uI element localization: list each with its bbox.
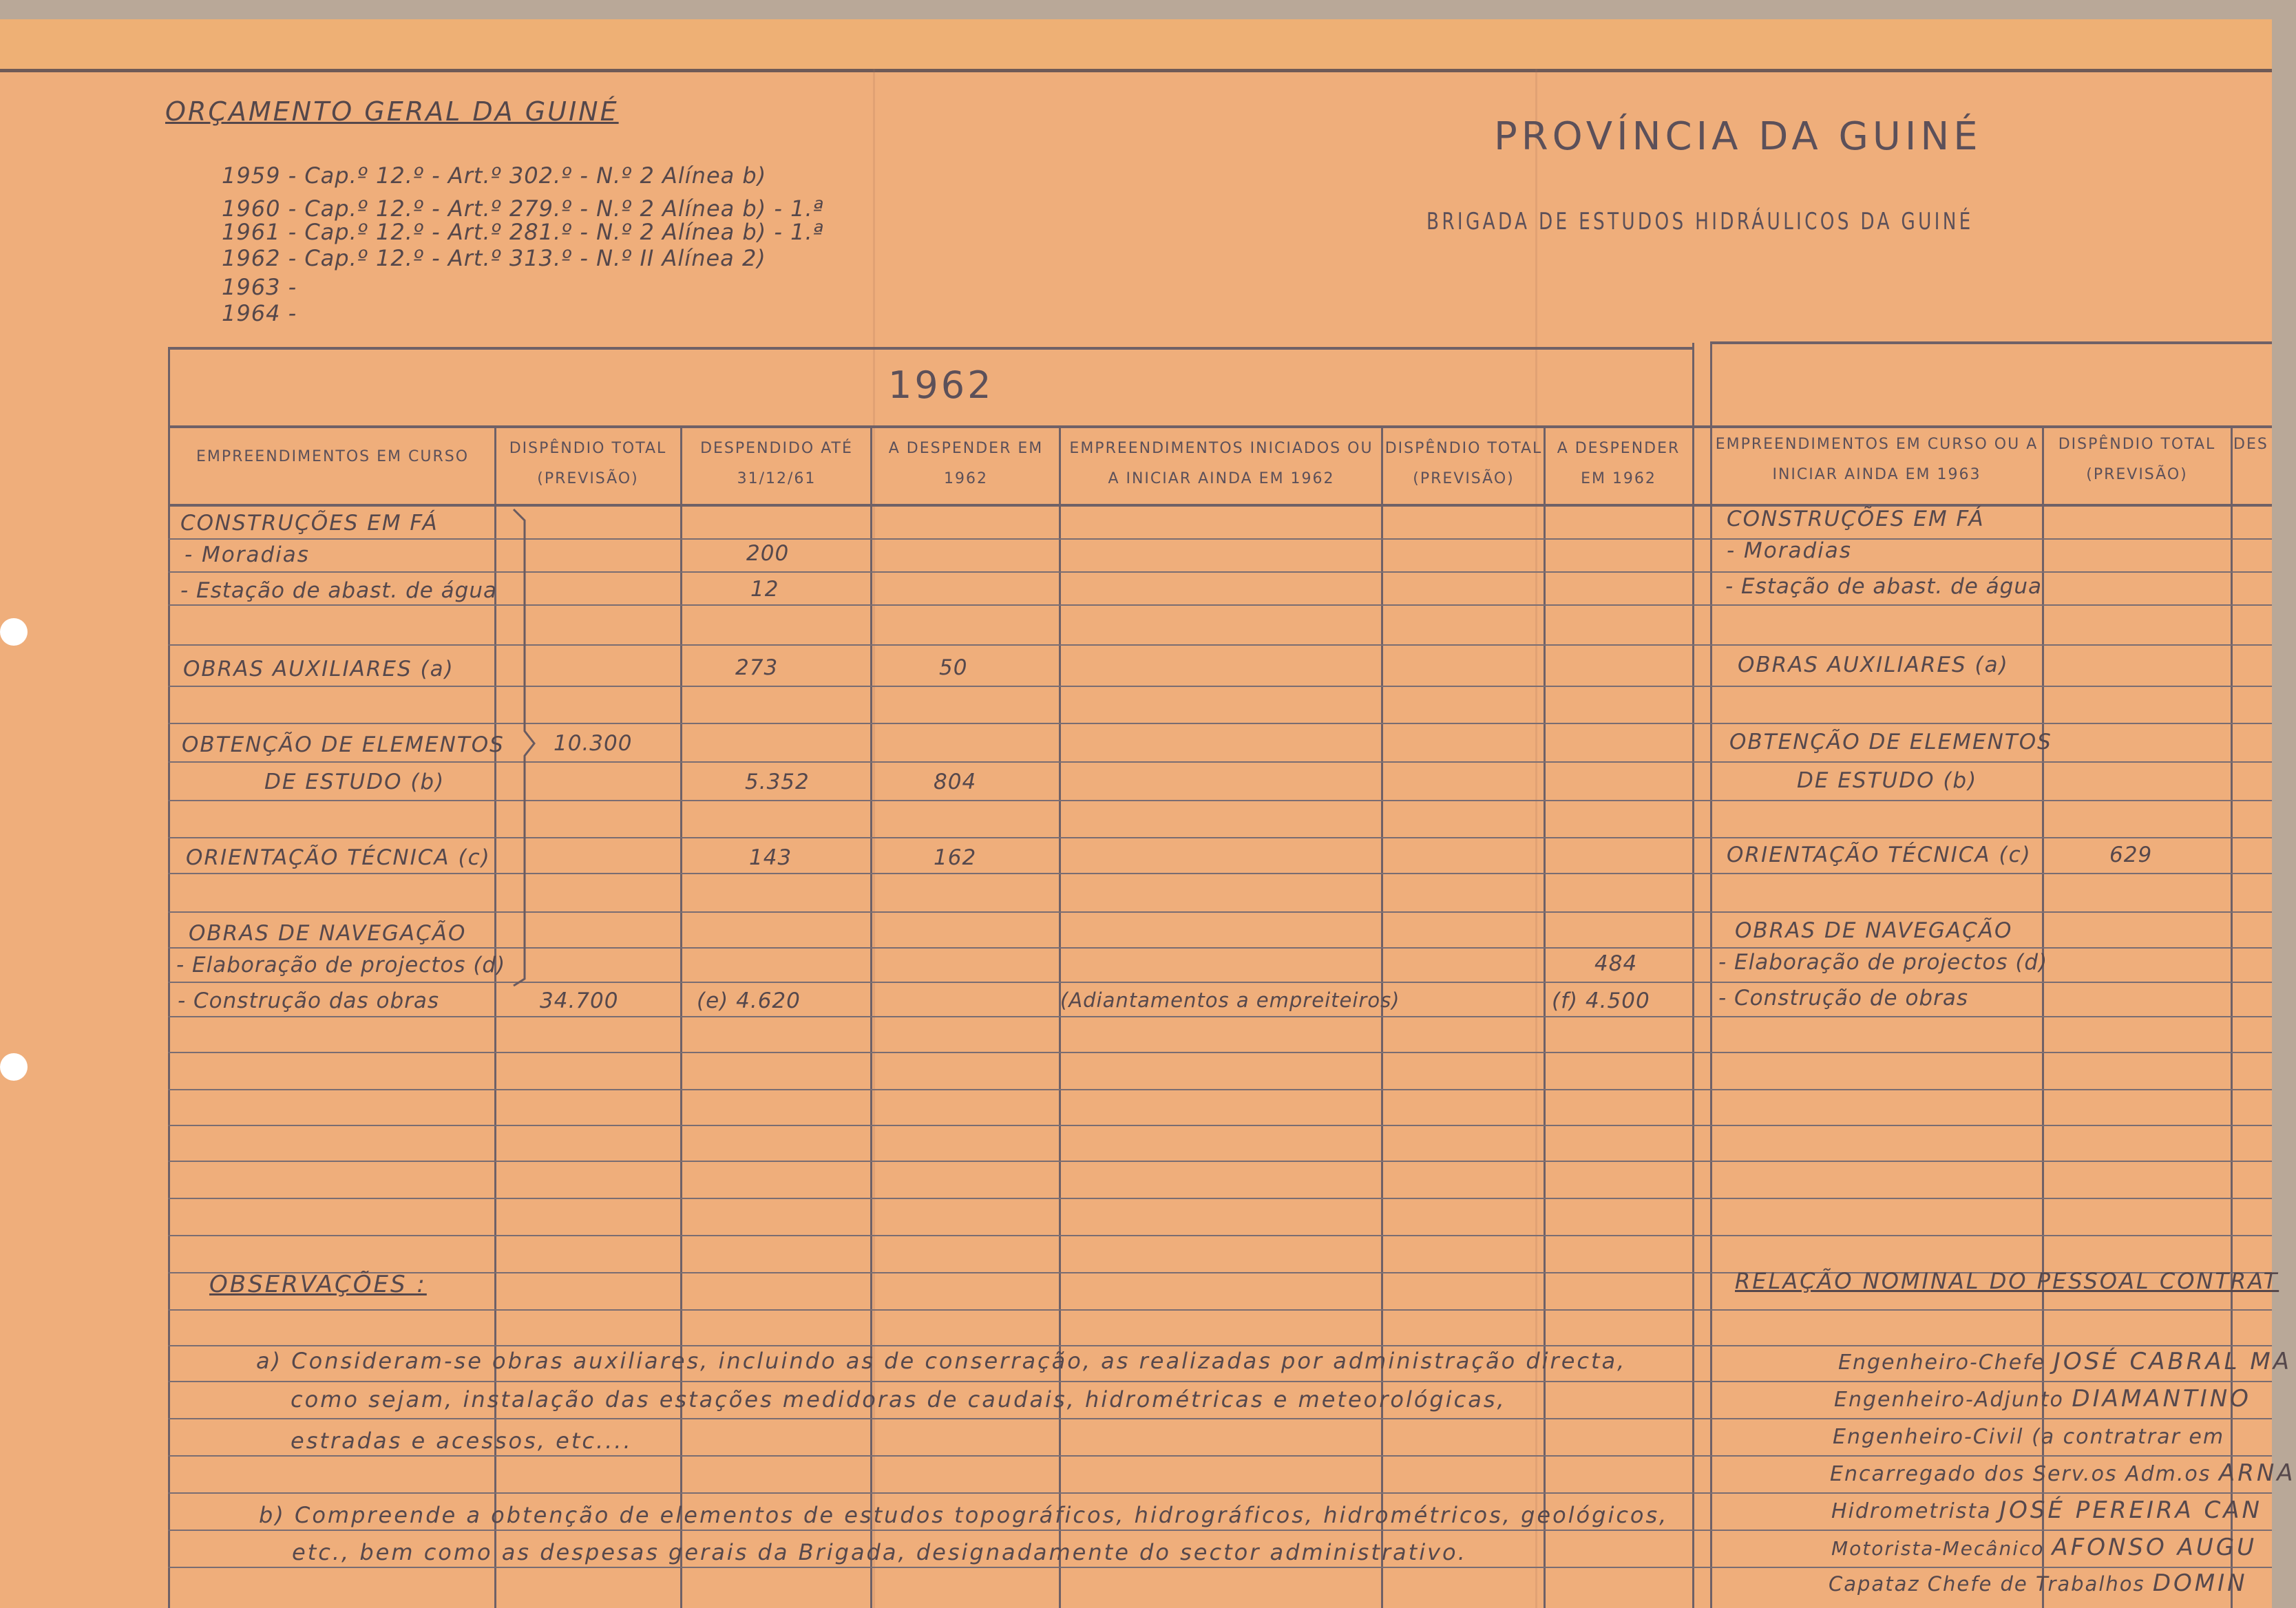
binder-hole	[0, 618, 28, 646]
row-label-elaboracao: - Elaboração de projectos (d)	[1718, 950, 2048, 975]
column-header: DISPÊNDIO TOTAL (PREVISÃO)	[1384, 440, 1543, 487]
staff-role: Engenheiro-Adjunto	[1834, 1388, 2064, 1412]
column-header: A DESPENDER EM 1962	[1557, 440, 1681, 487]
fold-line	[873, 69, 875, 1608]
cell-obras-aux-despendido: 273	[735, 655, 779, 680]
staff-role: Engenheiro-Civil	[1833, 1425, 2024, 1449]
year-label: 1962	[888, 363, 994, 407]
cell-estacao-despendido: 12	[750, 577, 779, 602]
row-label-moradias: - Moradias	[1727, 538, 1852, 563]
row-label-construcoes: CONSTRUÇÕES EM FÁ	[1727, 507, 1985, 531]
cell-obras-aux-a-despender: 50	[939, 655, 968, 680]
column-header: EMPREENDIMENTOS INICIADOS OU A INICIAR AINDA EM 1962	[1069, 440, 1373, 487]
staff-row	[1833, 1425, 2224, 1449]
budget-line-1963: 1963 -	[222, 274, 297, 300]
province-title: PROVÍNCIA DA GUINÉ	[1494, 114, 1982, 159]
cell-obtencao-total: 10.300	[554, 731, 633, 756]
staff-role: Motorista-Mecânico	[1831, 1537, 2045, 1560]
cell-moradias-despendido: 200	[746, 541, 790, 566]
cell-orientacao-despendido: 143	[749, 845, 792, 870]
sheet-top-band	[0, 19, 2272, 72]
brace-mark	[509, 507, 537, 988]
cell-obtencao-a-despender: 804	[934, 770, 977, 794]
row-label-estacao: - Estação de abast. de água	[1725, 574, 2043, 599]
cell-elaboracao-a-despender: 484	[1594, 951, 1638, 976]
staff-name: DIAMANTINO	[2072, 1385, 2251, 1413]
row-label-estacao: - Estação de abast. de água	[180, 578, 498, 603]
staff-name: DOMIN	[2152, 1569, 2248, 1597]
relacao-title: RELAÇÃO NOMINAL DO PESSOAL CONTRAT	[1735, 1268, 2279, 1294]
observacao-a-line-3: estradas e acessos, etc....	[291, 1428, 633, 1454]
row-label-construcao: - Construção de obras	[1718, 986, 1968, 1011]
observacao-b-line-2: etc., bem como as despesas gerais da Brigada, designadamente do sector administrativo.	[292, 1539, 1467, 1565]
fold-line	[1535, 69, 1537, 1608]
staff-name: JOSÉ CABRAL MA	[2053, 1348, 2293, 1375]
cell-construcao-note: (Adiantamentos a empreiteiros)	[1060, 988, 1400, 1012]
budget-line-1959: 1959 - Cap.º 12.º - Art.º 302.º - N.º 2 Alínea b)	[222, 162, 767, 189]
column-header: DESPENDIDO ATÉ 31/12/61	[700, 440, 853, 487]
staff-row	[1834, 1385, 2251, 1413]
row-label-navegacao: OBRAS DE NAVEGAÇÃO	[1735, 918, 2013, 943]
observacao-a-line-2: como sejam, instalação das estações medidoras de caudais, hidrométricas e meteorológicas,	[291, 1386, 1506, 1413]
column-header: A DESPENDER EM 1962	[888, 440, 1044, 487]
staff-row	[1831, 1496, 2262, 1524]
row-label-obtencao: OBTENÇÃO DE ELEMENTOS	[182, 732, 505, 757]
cell-construcao-despendido: (e) 4.620	[697, 988, 801, 1013]
cell-construcao-a-despender: (f) 4.500	[1552, 988, 1650, 1013]
cell-obtencao-despendido: 5.352	[745, 770, 810, 794]
observacao-b-line-1: b) Compreende a obtenção de elementos de estudos topográficos, hidrográficos, hidrométricos, geológicos,	[259, 1502, 1669, 1528]
budget-line-1962: 1962 - Cap.º 12.º - Art.º 313.º - N.º II Alínea 2)	[222, 245, 766, 271]
staff-name: (a contratrar em	[2032, 1425, 2225, 1449]
cell-orientacao-a-despender: 162	[934, 845, 977, 870]
staff-name: AFONSO AUGU	[2052, 1534, 2257, 1561]
row-label-moradias: - Moradias	[185, 542, 310, 567]
observacao-a-line-1: a) Consideram-se obras auxiliares, incluindo as de conserração, as realizadas por administração directa,	[256, 1348, 1627, 1374]
staff-role: Engenheiro-Chefe	[1838, 1351, 2046, 1375]
row-label-navegacao: OBRAS DE NAVEGAÇÃO	[189, 921, 467, 946]
column-header: EMPREENDIMENTOS EM CURSO OU A INICIAR AINDA EM 1963	[1715, 436, 2039, 483]
staff-name: JOSÉ PEREIRA CAN	[1999, 1496, 2262, 1524]
staff-row	[1830, 1459, 2296, 1487]
row-label-obtencao-2: DE ESTUDO (b)	[264, 770, 445, 794]
staff-role: Encarregado dos Serv.os Adm.os	[1830, 1462, 2211, 1486]
budget-line-1961: 1961 - Cap.º 12.º - Art.º 281.º - N.º 2 Alínea b) - 1.ª	[222, 219, 824, 245]
row-label-construcao: - Construção das obras	[178, 988, 440, 1013]
row-label-obras-auxiliares: OBRAS AUXILIARES (a)	[183, 657, 454, 681]
row-label-obtencao: OBTENÇÃO DE ELEMENTOS	[1729, 730, 2052, 754]
cell-orientacao-total: 629	[2109, 843, 2153, 867]
staff-name: ARNA	[2218, 1459, 2296, 1487]
budget-line-1964: 1964 -	[222, 300, 297, 326]
staff-row	[1838, 1348, 2292, 1375]
binder-hole	[0, 1053, 28, 1081]
staff-role: Hidrometrista	[1831, 1499, 1992, 1523]
row-label-obtencao-2: DE ESTUDO (b)	[1797, 768, 1978, 793]
row-label-orientacao: ORIENTAÇÃO TÉCNICA (c)	[1727, 843, 2032, 867]
row-label-construcoes: CONSTRUÇÕES EM FÁ	[180, 511, 439, 536]
column-header: EMPREENDIMENTOS EM CURSO	[196, 448, 470, 465]
row-label-elaboracao: - Elaboração de projectos (d)	[176, 953, 506, 977]
staff-row	[1831, 1534, 2257, 1561]
budget-title: ORÇAMENTO GERAL DA GUINÉ	[165, 96, 619, 127]
brigade-title: BRIGADA DE ESTUDOS HIDRÁULICOS DA GUINÉ	[1426, 208, 1974, 235]
row-label-obras-auxiliares: OBRAS AUXILIARES (a)	[1738, 653, 2009, 677]
column-header: DISPÊNDIO TOTAL (PREVISÃO)	[509, 440, 667, 487]
column-header: DISPÊNDIO TOTAL (PREVISÃO)	[2058, 436, 2216, 483]
budget-line-1960: 1960 - Cap.º 12.º - Art.º 279.º - N.º 2 Alínea b) - 1.ª	[222, 195, 824, 222]
staff-row	[1829, 1569, 2248, 1597]
column-header: DES	[2233, 436, 2268, 453]
row-label-orientacao: ORIENTAÇÃO TÉCNICA (c)	[186, 845, 491, 870]
staff-role: Capataz Chefe de Trabalhos	[1829, 1572, 2145, 1596]
observacoes-title: OBSERVAÇÕES :	[209, 1271, 427, 1298]
cell-construcao-total: 34.700	[540, 988, 619, 1013]
